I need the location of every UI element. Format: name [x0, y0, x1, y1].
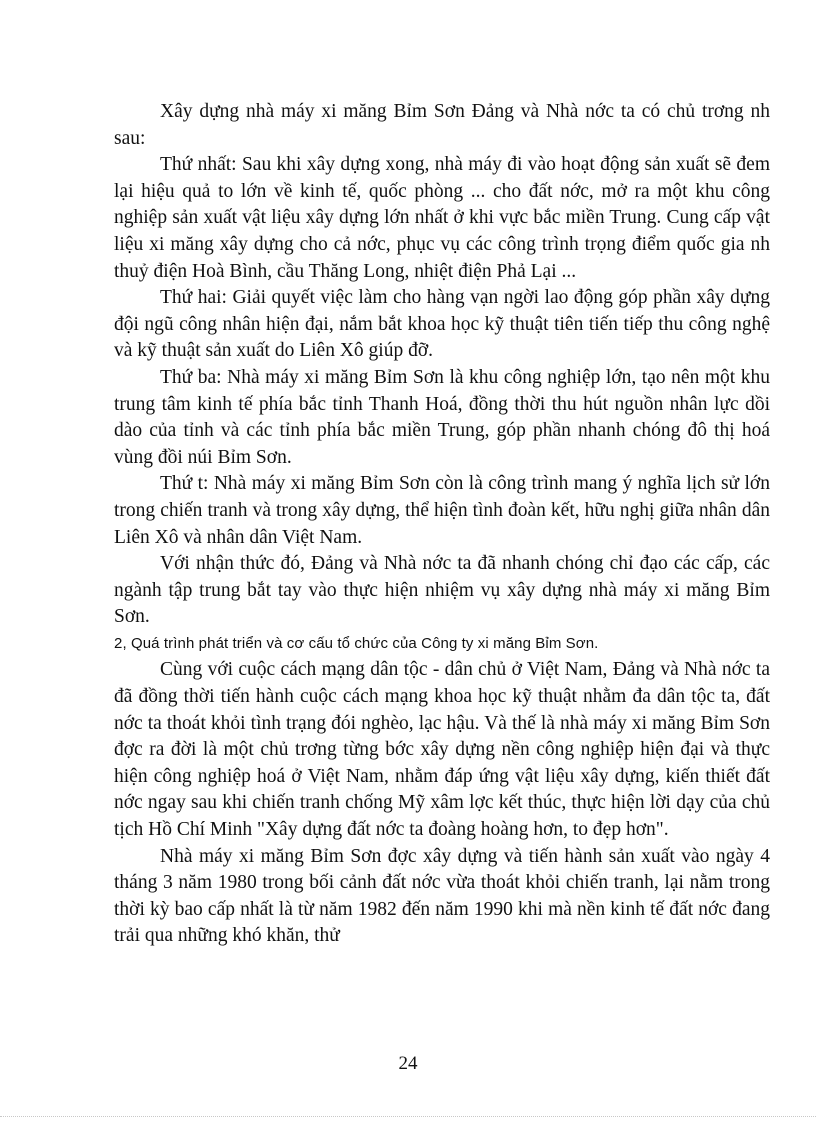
paragraph-intro: Xây dựng nhà máy xi măng Bỉm Sơn Đảng và Nhà nớc ta có chủ trơng nh sau:: [114, 101, 770, 149]
paragraph-construction: Nhà máy xi măng Bỉm Sơn đợc xây dựng và tiến hành sản xuất vào ngày 4 tháng 3 năm 1980 trong bối cảnh đất nớc vừa thoát khỏi chiến tranh, lại nằm trong thời kỳ bao cấp nhất là từ năm 1982 đến năm 1990 khi mà nền kinh tế đất nớc đang trải qua những khó khăn, thử: [114, 845, 770, 947]
page-bottom-divider: [0, 1116, 816, 1117]
paragraph-fourth-point: Thứ t: Nhà máy xi măng Bỉm Sơn còn là công trình mang ý nghĩa lịch sử lớn trong chiến tranh và trong xây dựng, thể hiện tình đoàn kết, hữu nghị giữa nhân dân Liên Xô và nhân dân Việt Nam.: [114, 473, 770, 548]
paragraph-first-point: Thứ nhất: Sau khi xây dựng xong, nhà máy đi vào hoạt động sản xuất sẽ đem lại hiệu quả to lớn về kinh tế, quốc phòng ... cho đất nớc, mở ra một khu công nghiệp sản xuất vật liệu xây dựng lớn nhất ở khi vực bắc miền Trung. Cung cấp vật liệu xi măng xây dựng cho cả nớc, phục vụ các công trình trọng điểm quốc gia nh thuỷ điện Hoà Bình, cầu Thăng Long, nhiệt điện Phả Lại ...: [114, 154, 770, 282]
paragraph-second-point: Thứ hai: Giải quyết việc làm cho hàng vạn ngời lao động góp phần xây dựng đội ngũ công nhân hiện đại, nắm bắt khoa học kỹ thuật tiên tiến tiếp thu công nghệ và kỹ thuật sản xuất do Liên Xô giúp đỡ.: [114, 287, 770, 362]
page-number: 24: [398, 1053, 418, 1074]
paragraph-conclusion: Với nhận thức đó, Đảng và Nhà nớc ta đã nhanh chóng chỉ đạo các cấp, các ngành tập trung bắt tay vào thực hiện nhiệm vụ xây dựng nhà máy xi măng Bỉm Sơn.: [114, 553, 770, 628]
page-body: [114, 99, 770, 950]
paragraph-revolution: Cùng với cuộc cách mạng dân tộc - dân chủ ở Việt Nam, Đảng và Nhà nớc ta đã đồng thời tiến hành cuộc cách mạng khoa học kỹ thuật nhằm đa dân tộc ta, đất nớc ta thoát khỏi tình trạng đói nghèo, lạc hậu. Và thế là nhà máy xi măng Bỉm Sơn đợc ra đời là một chủ trơng từng bớc xây dựng nền công nghiệp hiện đại và thực hiện công nghiệp hoá ở Việt Nam, nhằm đáp ứng vật liệu xây dựng, kiến thiết đất nớc ngay sau khi chiến tranh chống Mỹ xâm lợc kết thúc, thực hiện lời dạy của chủ tịch Hồ Chí Minh "Xây dựng đất nớc ta đoàng hoàng hơn, to đẹp hơn".: [114, 659, 770, 841]
paragraph-third-point: Thứ ba: Nhà máy xi măng Bỉm Sơn là khu công nghiệp lớn, tạo nên một khu trung tâm kinh tế phía bắc tỉnh Thanh Hoá, đồng thời thu hút nguồn nhân lực dồi dào của tỉnh và các tỉnh phía bắc miền Trung, góp phần nhanh chóng đô thị hoá vùng đồi núi Bỉm Sơn.: [114, 366, 770, 468]
section-heading: 2, Quá trình phát triển và cơ cấu tổ chức của Công ty xi măng Bỉm Sơn.: [114, 634, 599, 652]
